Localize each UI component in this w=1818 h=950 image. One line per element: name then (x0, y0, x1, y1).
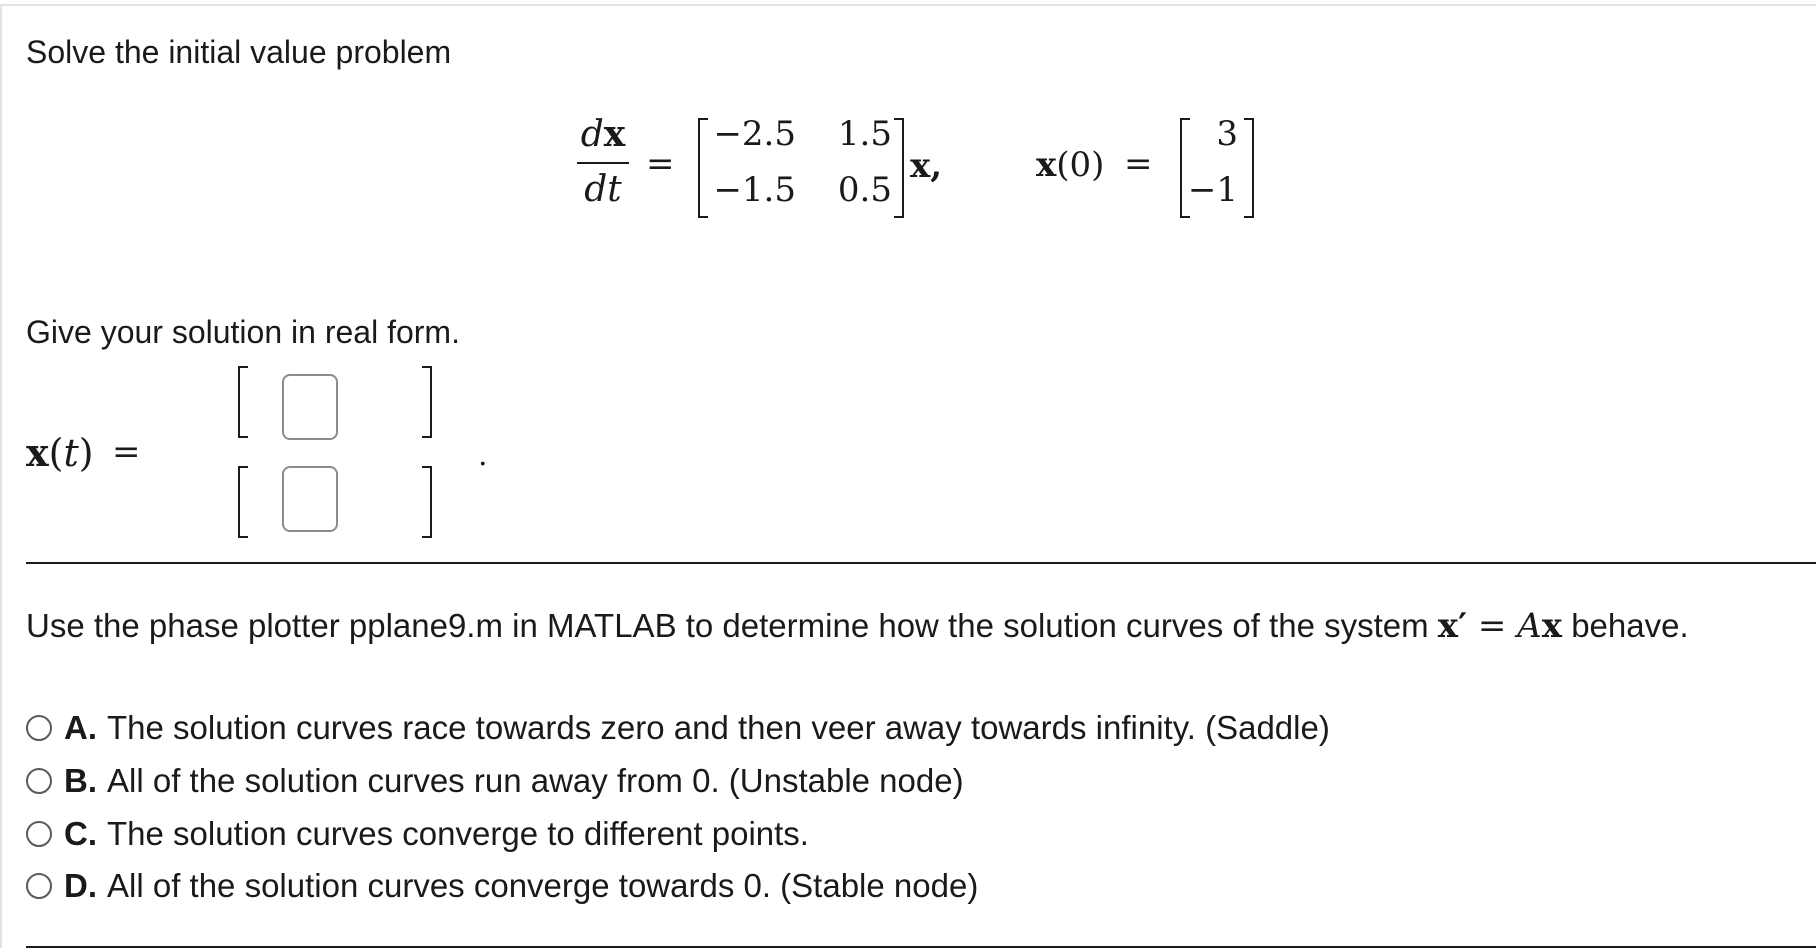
choice-d[interactable] (26, 864, 978, 908)
ic-right-bracket (1244, 118, 1254, 218)
matrix-a22: 0.5 (837, 170, 892, 210)
derivative-fraction (575, 112, 631, 214)
choice-b-letter: B. (64, 762, 97, 799)
answer-upper-left-bracket (238, 366, 248, 438)
radio-c[interactable] (26, 821, 52, 847)
choice-c[interactable] (26, 812, 809, 856)
ode-x-vector: x, (910, 146, 943, 186)
choice-c-text: The solution curves converge to different points. (107, 815, 809, 852)
section-divider (26, 562, 1816, 564)
answer-trailing-period: . (478, 438, 488, 473)
ic-entry-1: 3 (1216, 114, 1238, 154)
answer-lower-left-bracket (238, 466, 248, 538)
system-expression: x′ = Ax (1437, 606, 1563, 646)
choice-d-letter: D. (64, 867, 97, 904)
answer-equals: = (112, 432, 141, 472)
choice-b[interactable] (26, 759, 964, 803)
answer-input-1[interactable] (282, 374, 338, 440)
matrix-a21: −1.5 (713, 170, 796, 210)
ic-equals: = (1124, 144, 1153, 184)
choice-a-letter: A. (64, 709, 97, 746)
choice-c-letter: C. (64, 815, 97, 852)
fraction-denominator: dt (584, 169, 622, 210)
radio-b[interactable] (26, 768, 52, 794)
radio-a[interactable] (26, 715, 52, 741)
choice-a[interactable] (26, 706, 1330, 750)
fraction-numerator: dx (580, 113, 626, 155)
matrix-right-bracket (894, 118, 904, 218)
matrix-a11: −2.5 (713, 114, 796, 154)
matrix-a12: 1.5 (837, 114, 892, 154)
real-form-text: Give your solution in real form. (26, 314, 460, 350)
question-frame (0, 4, 1816, 948)
ic-label: x(0) (1036, 145, 1105, 185)
choice-a-text: The solution curves race towards zero and then veer away towards infinity. (Saddle) (107, 709, 1330, 746)
phase-question-prefix: Use the phase plotter pplane9.m in MATLAB to determine how the solution curves of the system (26, 607, 1429, 644)
answer-label: x(t) (26, 430, 94, 475)
ic-entry-2: −1 (1187, 170, 1238, 210)
answer-lower-right-bracket (422, 466, 432, 538)
choice-b-text: All of the solution curves run away from 0. (Unstable node) (107, 762, 964, 799)
phase-question (26, 606, 1689, 646)
fraction-bar (577, 162, 629, 164)
phase-question-suffix: behave. (1571, 607, 1689, 644)
radio-d[interactable] (26, 873, 52, 899)
ode-equals: = (646, 144, 675, 184)
intro-text: Solve the initial value problem (26, 34, 452, 70)
choice-d-text: All of the solution curves converge towards 0. (Stable node) (107, 867, 979, 904)
answer-input-2[interactable] (282, 466, 338, 532)
answer-upper-right-bracket (422, 366, 432, 438)
bottom-divider (26, 946, 1816, 948)
